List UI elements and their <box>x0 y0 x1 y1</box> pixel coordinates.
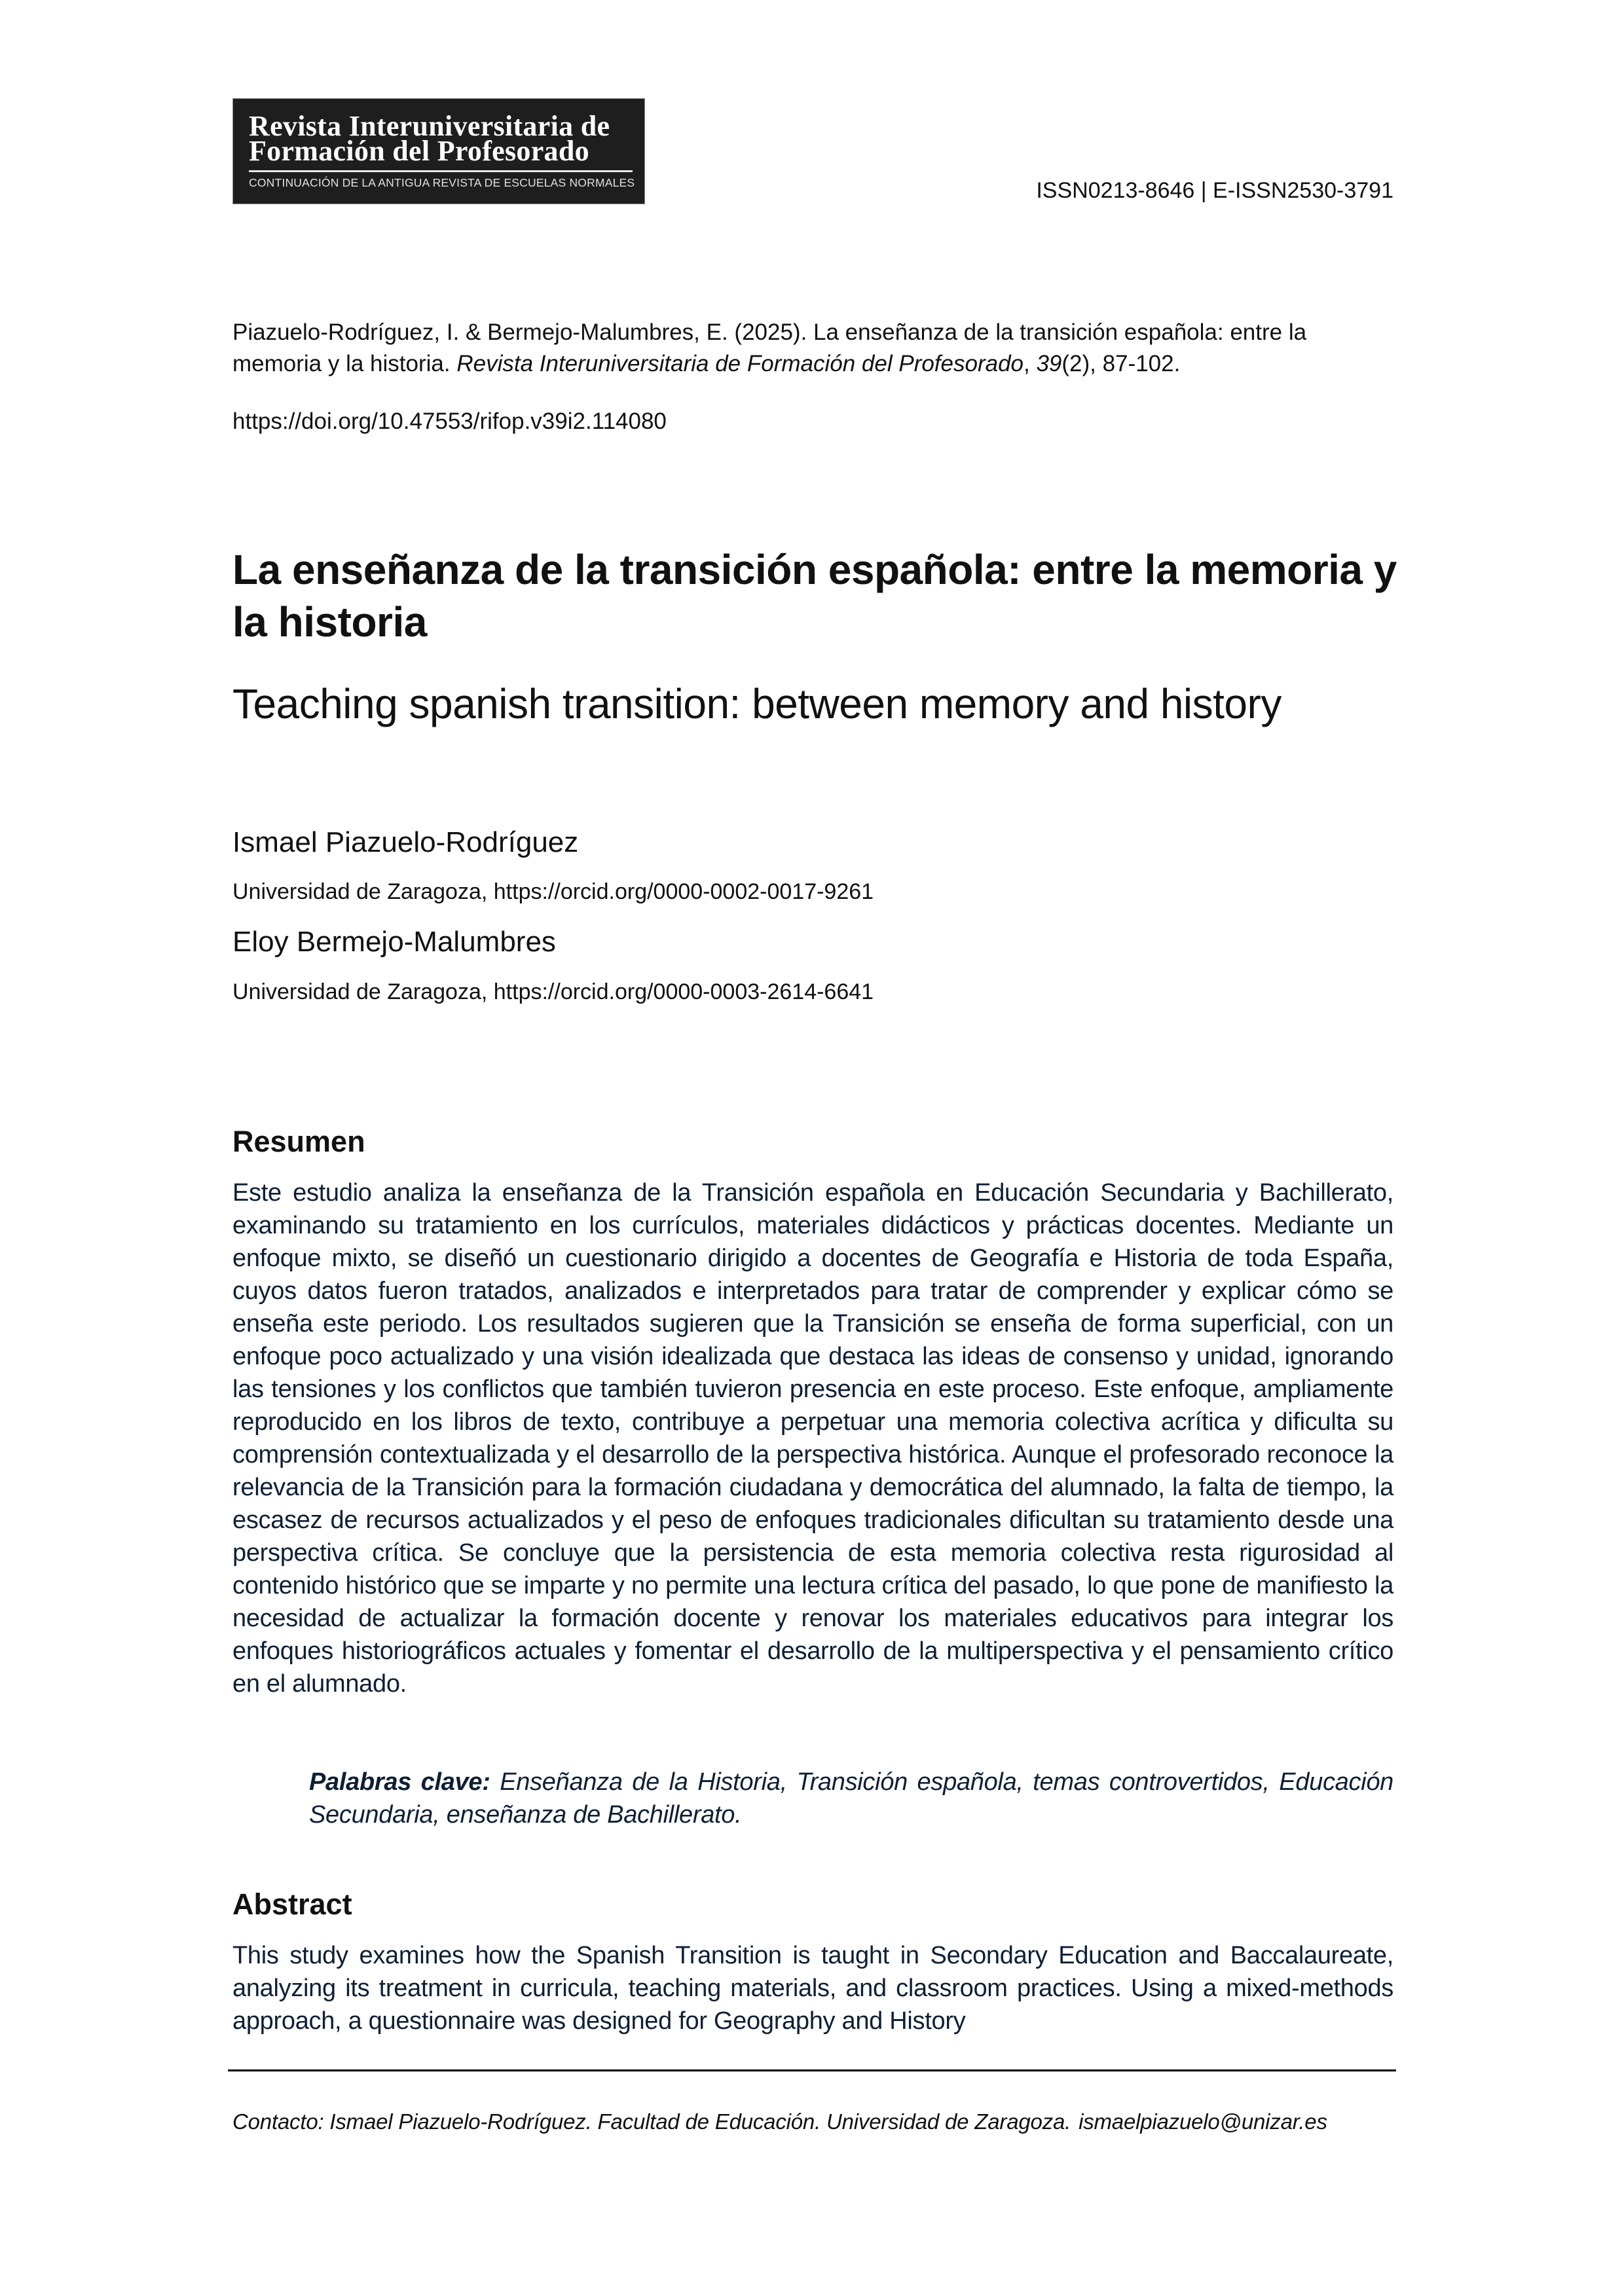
logo-tagline: CONTINUACIÓN DE LA ANTIGUA REVISTA DE ESCUELAS NORMALES <box>249 176 635 189</box>
citation-sep: , <box>1024 351 1037 376</box>
footer-divider <box>228 2069 1396 2071</box>
resumen-heading: Resumen <box>232 1125 365 1158</box>
issn-label: ISSN0213-8646 | E-ISSN2530-3791 <box>1036 178 1393 203</box>
journal-logo <box>232 98 645 204</box>
article-title: La enseñanza de la transición española: entre la memoria y la historia <box>232 546 1397 646</box>
contact-footnote <box>232 2109 1327 2134</box>
contact-email[interactable]: ismaelpiazuelo@unizar.es <box>1079 2109 1327 2134</box>
citation <box>232 317 1395 380</box>
citation-journal: Revista Interuniversitaria de Formación del Profesorado <box>456 351 1024 376</box>
keywords <box>309 1766 1393 1831</box>
article-subtitle: Teaching spanish transition: between memory and history <box>232 680 1282 727</box>
abstract-heading: Abstract <box>232 1887 352 1921</box>
citation-authors-title: Piazuelo-Rodríguez, I. & Bermejo-Malumbres, E. (2025). La enseñanza de la transición española: entre la memoria y la historia. <box>232 319 1307 376</box>
author-affiliation[interactable]: Universidad de Zaragoza, https://orcid.org/0000-0003-2614-6641 <box>232 979 874 1004</box>
author-name: Ismael Piazuelo-Rodríguez <box>232 826 579 858</box>
citation-issue-pages: (2), 87-102. <box>1061 351 1181 376</box>
keywords-label: Palabras clave: <box>309 1768 490 1796</box>
resumen-body: Este estudio analiza la enseñanza de la Transición española en Educación Secundaria y Bachillerato, examinando su tratamiento en los currículos, materiales didácticos y prácticas docentes. Mediante un enfoque mixto, se diseñó un cuestionario dirigido a docentes de Geografía e Historia de toda España, cuyos datos fueron tratados, analizados e interpretados para tratar de comprender y explicar cómo se enseña este periodo. Los resultados sugieren que la Transición se enseña de forma superficial, con un enfoque poco actualizado y una visión idealizada que destaca las ideas de consenso y unidad, ignorando las tensiones y los conflictos que también tuvieron presencia en este proceso. Este enfoque, ampliamente reproducido en los libros de texto, contribuye a perpetuar una memoria colectiva acrítica y dificulta su comprensión contextualizada y el desarrollo de la perspectiva histórica. Aunque el profesorado reconoce la relevancia de la Transición para la formación ciudadana y democrática del alumnado, la falta de tiempo, la escasez de recursos actualizados y el peso de enfoques tradicionales dificultan su tratamiento desde una perspectiva crítica. Se concluye que la persistencia de esta memoria colectiva resta rigurosidad al contenido histórico que se imparte y no permite una lectura crítica del pasado, lo que pone de manifiesto la necesidad de actualizar la formación docente y renovar los materiales educativos para integrar los enfoques historiográficos actuales y fomentar el desarrollo de la multiperspectiva y el pensamiento crítico en el alumnado. <box>232 1179 1393 1698</box>
keywords-list: Enseñanza de la Historia, Transición española, temas controvertidos, Educación Secundaria, enseñanza de Bachillerato. <box>309 1768 1393 1829</box>
author-affiliation[interactable]: Universidad de Zaragoza, https://orcid.org/0000-0002-0017-9261 <box>232 879 874 904</box>
logo-line-2: Formación del Profesorado <box>249 135 589 167</box>
doi-link[interactable]: https://doi.org/10.47553/rifop.v39i2.114080 <box>232 409 667 434</box>
abstract-body: This study examines how the Spanish Transition is taught in Secondary Education and Baccalaureate, analyzing its treatment in curricula, teaching materials, and classroom practices. Using a mixed-methods approach, a questionnaire was designed for Geography and History <box>232 1942 1393 2035</box>
contact-text: Contacto: Ismael Piazuelo-Rodríguez. Facultad de Educación. Universidad de Zaragoza. <box>232 2109 1071 2134</box>
logo-rule <box>249 170 633 172</box>
citation-volume: 39 <box>1036 351 1062 376</box>
logo-line-1: Revista Interuniversitaria de <box>249 110 610 142</box>
author-name: Eloy Bermejo-Malumbres <box>232 926 556 958</box>
